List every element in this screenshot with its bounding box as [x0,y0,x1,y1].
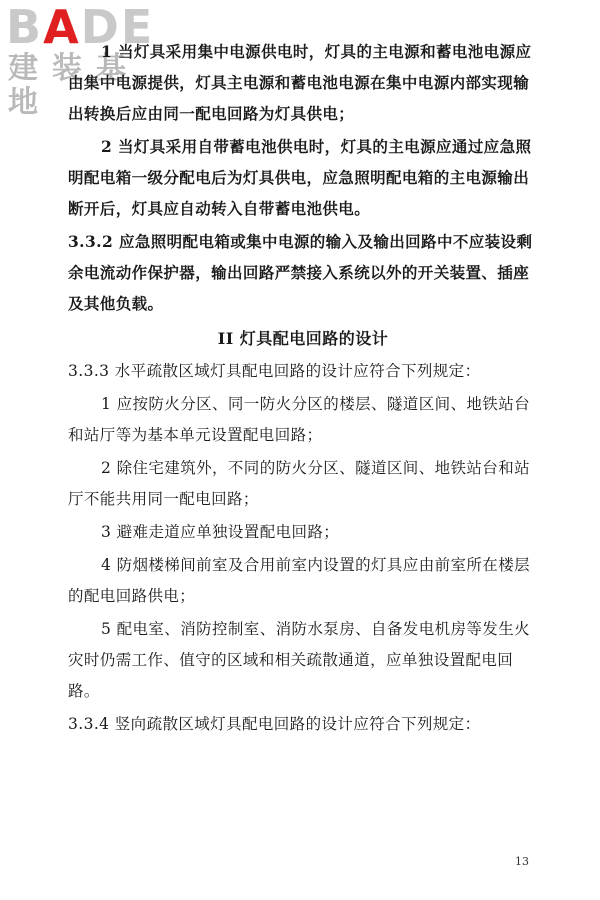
watermark-subtitle: 建装基地 [8,51,140,120]
clause-3-3-3-item-1: 1 应按防火分区、同一防火分区的楼层、隧道区间、地铁站台和站厅等为基本单元设置配电回路； [68,395,530,444]
clause-3-3-3-item-4: 4 防烟楼梯间前室及合用前室内设置的灯具应由前室所在楼层的配电回路供电； [68,556,530,605]
clause-3-3-3-item-3: 3 避难走道应单独设置配电回路； [101,523,340,541]
clause-3-3-3: 3.3.3 水平疏散区域灯具配电回路的设计应符合下列规定： [68,362,481,380]
clause-3-3-2: 3.3.2 应急照明配电箱或集中电源的输入及输出回路中不应装设剩余电流动作保护器，输出回路严禁接入系统以外的开关装置、插座及其他负载。 [68,232,533,313]
watermark-brand: BADE [6,0,155,54]
section-heading: II 灯具配电回路的设计 [217,329,389,348]
body-text [68,36,538,740]
clause-3-3-3-item-5: 5 配电室、消防控制室、消防水泵房、自备发电机房等发生火灾时仍需工作、值守的区域和相关疏散通道，应单独设置配电回路。 [68,620,530,700]
paragraph-item-2: 2 当灯具采用自带蓄电池供电时，灯具的主电源应通过应急照明配电箱一级分配电后为灯具供电，应急照明配电箱的主电源输出断开后，灯具应自动转入自带蓄电池供电。 [68,137,532,218]
paragraph-item-1: 1 当灯具采用集中电源供电时，灯具的主电源和蓄电池电源应由集中电源提供，灯具主电源和蓄电池电源在集中电源内部实现输出转换后应由同一配电回路为灯具供电； [68,42,532,123]
page-number: 13 [515,855,529,868]
clause-3-3-4: 3.3.4 竖向疏散区域灯具配电回路的设计应符合下列规定： [68,715,481,733]
clause-3-3-3-item-2: 2 除住宅建筑外，不同的防火分区、隧道区间、地铁站台和站厅不能共用同一配电回路； [68,459,530,508]
